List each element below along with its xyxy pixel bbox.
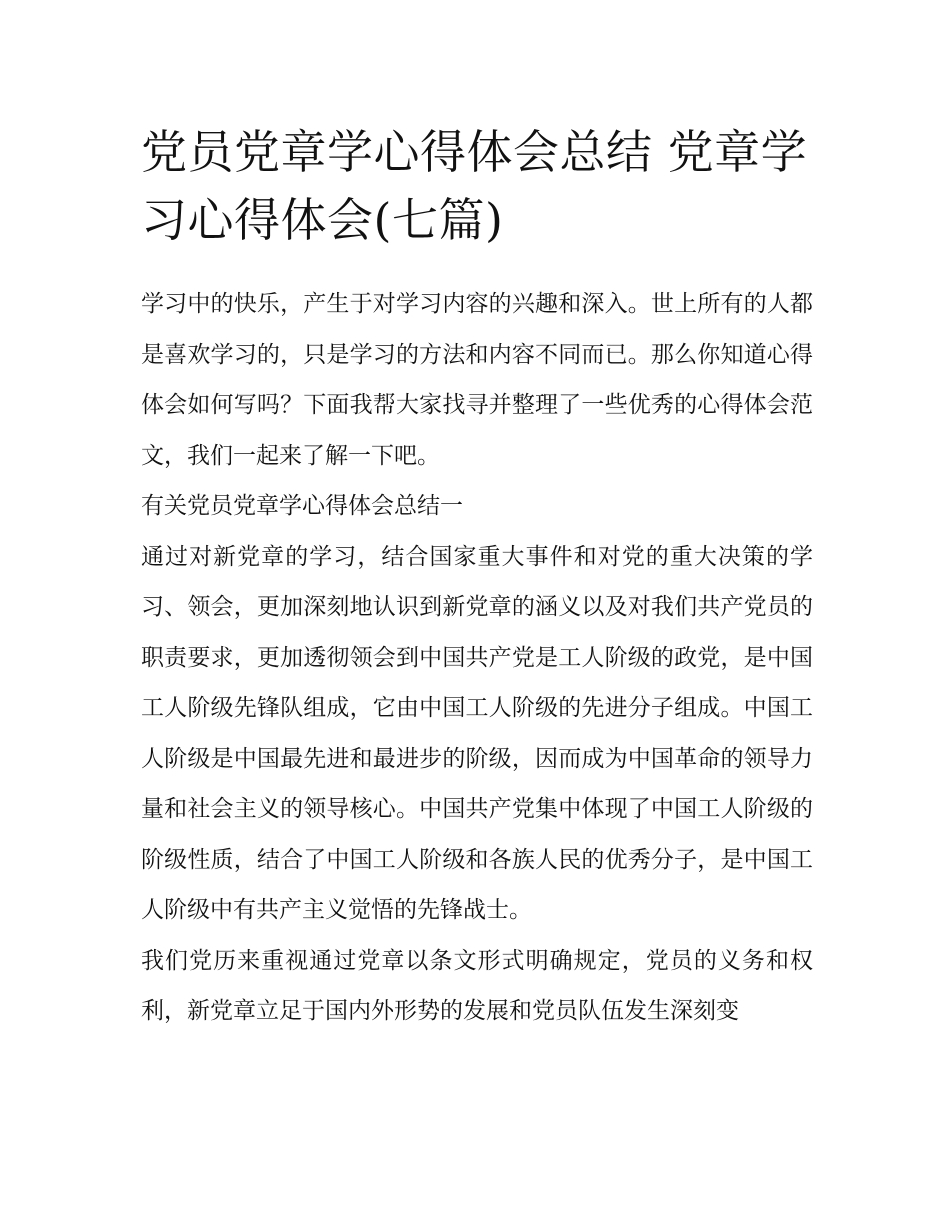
section-heading: 有关党员党章学心得体会总结一 bbox=[141, 493, 463, 519]
body-paragraph-1: 通过对新党章的学习，结合国家重大事件和对党的重大决策的学习、领会，更加深刻地认识到新党章的涵义以及对我们共产党员的职责要求，更加透彻领会到中国共产党是工人阶级的政党，是中国工人阶级先锋队组成，它由中国工人阶级的先进分子组成。中国工人阶级是中国最先进和最进步的阶级，因而成为中国革命的领导力量和社会主义的领导核心。中国共产党集中体现了中国工人阶级的阶级性质，结合了中国工人阶级和各族人民的优秀分子，是中国工人阶级中有共产主义觉悟的先锋战士。 bbox=[141, 543, 813, 923]
document-page bbox=[141, 118, 813, 1037]
document-title: 党员党章学心得体会总结 党章学习心得体会(七篇) bbox=[141, 125, 808, 247]
body-paragraph-2: 我们党历来重视通过党章以条文形式明确规定，党员的义务和权利，新党章立足于国内外形势的发展和党员队伍发生深刻变 bbox=[141, 947, 813, 1024]
intro-paragraph: 学习中的快乐，产生于对学习内容的兴趣和深入。世上所有的人都是喜欢学习的，只是学习的方法和内容不同而已。那么你知道心得体会如何写吗？下面我帮大家找寻并整理了一些优秀的心得体会范文，我们一起来了解一下吧。 bbox=[141, 291, 813, 469]
